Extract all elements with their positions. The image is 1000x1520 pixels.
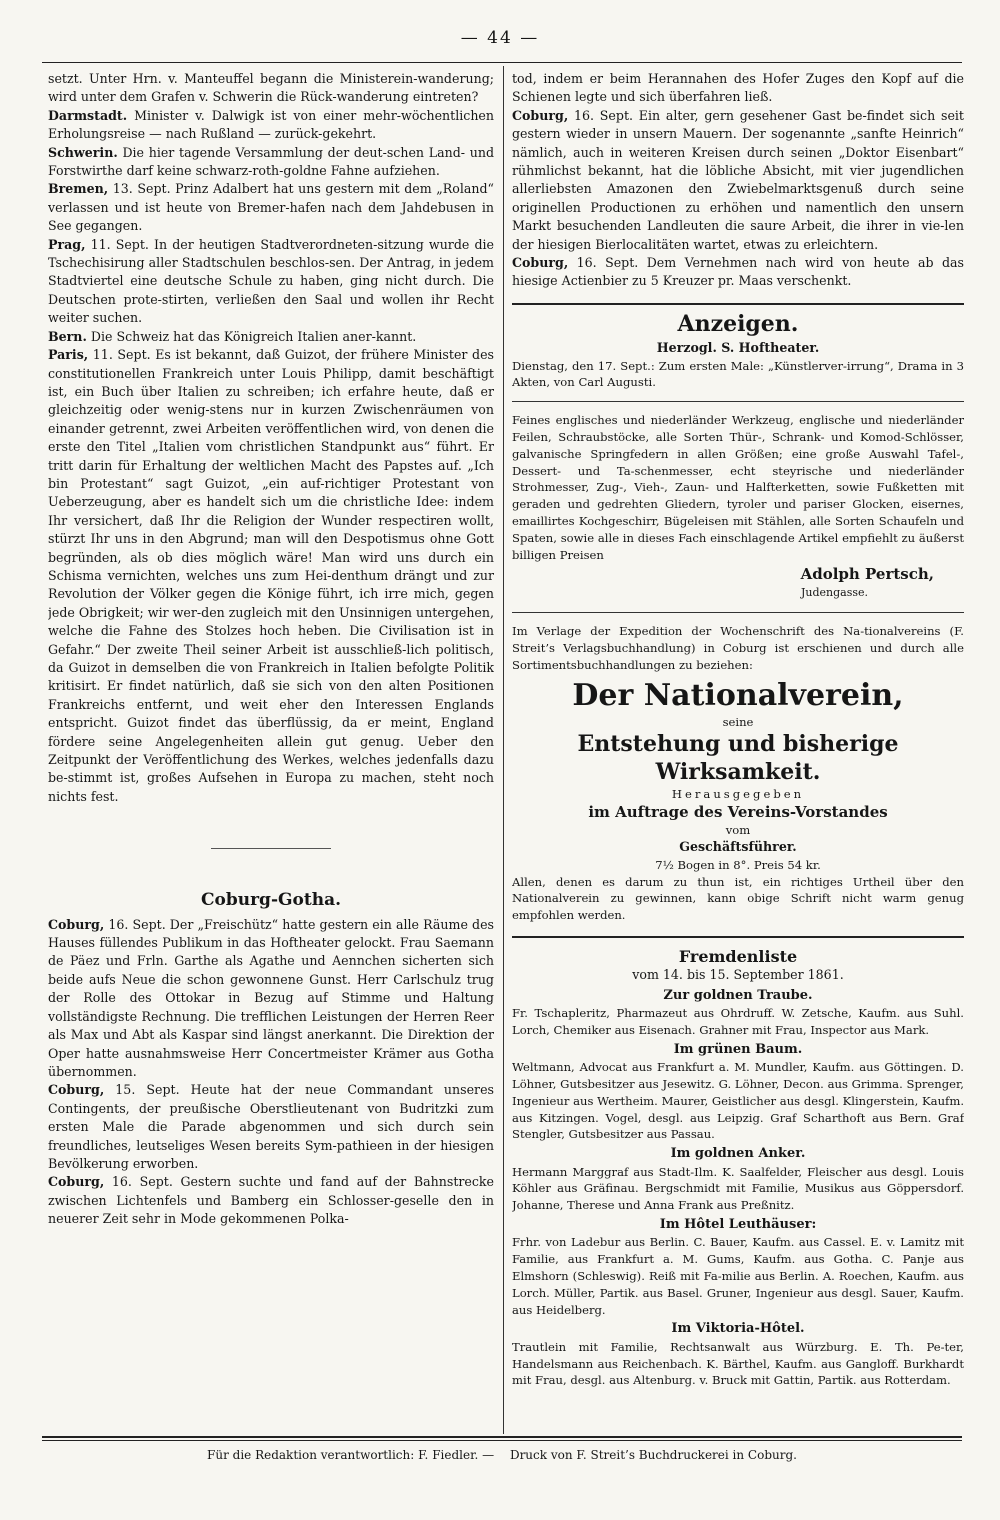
footer-rule — [42, 1436, 962, 1438]
hotel-guests: Frhr. von Ladebur aus Berlin. C. Bauer, Kaufm. aus Cassel. E. v. Lamitz mit Familie, aus Frankfurt a. M. Gums, Kaufm. aus Gotha. C. Panje aus Elmshorn (Schleswig). Reiß mit Fa-milie aus Berlin. A. Roechen, Kaufm. aus Lorch. Müller, Partik. aus Basel. Gruner, Ingenieur aus desgl. Sauer, Kaufm. aus Heidelberg. — [512, 1235, 964, 1317]
column-divider — [503, 66, 504, 1434]
dateline-coburg: Coburg, — [48, 916, 105, 932]
page-number: — 44 — — [460, 28, 540, 48]
book-blurb: Allen, denen es darum zu thun ist, ein richtiges Urtheil über den Nationalverein zu gewinnen, kann obige Schrift nicht warm genug empfohlen werden. — [512, 874, 964, 923]
dateline-darmstadt: Darmstadt. — [48, 107, 128, 123]
dateline-bremen: Bremen, — [48, 181, 109, 197]
ad-pertsch-address: Judengasse. — [800, 585, 868, 599]
dateline-bern: Bern. — [48, 328, 87, 344]
section-heading-coburg-gotha: Coburg-Gotha. — [200, 890, 342, 911]
article-bern: Bern. Die Schweiz hat das Königreich Italien aner-kannt. — [48, 328, 417, 344]
right-column — [512, 70, 964, 1430]
hotel-guests: Weltmann, Advocat aus Frankfurt a. M. Mundler, Kaufm. aus Göttingen. D. Löhner, Gutsbesitzer aus Jesewitz. G. Löhner, Decon. aus Grimma. Sprenger, Ingenieur aus Wertheim. Maurer, Geistlicher aus desgl. Klingerstein, Kaufm. aus Kitzingen. Vogel, desgl. aus Leipzig. Graf Scharthoft aus Bern. Graf Stengler, Gutsbesitzer aus Passau. — [512, 1060, 964, 1142]
article-coburg-freischuetz: Coburg, 16. Sept. Der „Freischütz“ hatte gestern ein alle Räume des Hauses füllendes Publikum in das Hoftheater gelockt. Frau Saemann de Päez und Frln. Garthe als Agathe und Aennchen sicherten sich beide aufs Neue die schon gewonnene Gunst. Herr Carlschulz trug der Rolle des Ottokar in Bezug auf Stimme und Haltung vollständigste Rechnung. Die trefflichen Leistungen der Herren Reer als Max und Abt als Kaspar sind längst anerkannt. Die Direktion der Oper hatte ausnahmsweise Herr Concertmeister Krämer aus Gotha übernommen. — [48, 916, 494, 1079]
article-schwerin: Schwerin. Die hier tagende Versammlung der deut-schen Land- und Forstwirthe darf keine schwarz-roth-goldne Fahne aufziehen. — [48, 144, 494, 179]
book-title: Der Nationalverein, — [572, 677, 904, 713]
article-paris: Paris, 11. Sept. Es ist bekannt, daß Guizot, der frühere Minister des constitutionellen Frankreich unter Louis Philipp, damit beschäftigt ist, ein Buch über Italien zu schreiben; ich erfahre heute, daß er gleichzeitig oder wenig-stens nur in kurzen Zwischenräumen von einander getrennt, zwei Arbeiten veröffentlichen wird, von denen die erste den Titel „Italien vom christlichen Standpunkt aus“ führt. Er tritt darin für Erhaltung der weltlichen Macht des Papstes auf. „Ich bin Protestant“ sagt Guizot, „ein auf-richtiger Protestant von Ueberzeugung, aber es handelt sich um die christliche Idee: indem Ihr versichert, daß Ihr die Religion der Wunder respectiren wollt, stürzt Ihr uns in den Abgrund; man will den Despotismus ohne Gott begründen, als ob dies möglich wäre! Man wird uns durch ein Schisma vernichten, welches uns zum Hei-denthum drängt und zur Revolution der Völker gegen die Könige führt, ich irre mich, gegen jede Obrigkeit; wir wer-den zugleich mit den Unsinnigen untergehen, welche die Fahne des Stolzes hoch heben. Die Civilisation ist in Gefahr.“ Der zweite Theil seiner Arbeit ist ausschließ-lich politisch, da Guizot in demselben die von Frankreich in Italien befolgte Politik kritisirt. Er findet natürlich, daß sie sich von den alten Positionen Frankreichs entfernt, und weit eher den Interessen Englands entspricht. Guizot findet das überflüssig, da er meint, England fördere seine Angelegenheiten allein gut genug. Ueber den Zeitpunkt der Veröffentlichung des Werkes, welches jedenfalls dazu be-stimmt ist, großes Aufsehen in Europa zu machen, steht noch nichts fest. — [48, 347, 494, 804]
theater-notice: Dienstag, den 17. Sept.: Zum ersten Male: „Künstlerver-irrung“, Drama in 3 Akten, von Carl Augusti. — [512, 358, 964, 390]
article-coburg-commandant: Coburg, 15. Sept. Heute hat der neue Commandant unseres Contingents, der preußische Oberstlieutenant von Budritzki zum ersten Male die Parade abgenommen und sich durch sein freundliches, leutseliges Wesen bereits Sym-pathieen in der hiesigen Bevölkerung erworben. — [48, 1082, 494, 1171]
book-geschaeftsfuehrer: Geschäftsführer. — [679, 839, 797, 855]
section-divider — [512, 303, 964, 305]
article-prag: Prag, 11. Sept. In der heutigen Stadtverordneten-sitzung wurde die Tschechisirung aller Stadtschulen beschlos-sen. Der Antrag, in jedem Stadtviertel eine deutsche Schule zu haben, ging nicht durch. Die Deutschen prote-stirten, verließen den Saal und wollen ihr Recht weiter suchen. — [48, 236, 494, 326]
article-darmstadt: Darmstadt. Minister v. Dalwigk ist von einer mehr-wöchentlichen Erholungsreise — nach Rußland — zurück-gekehrt. — [48, 107, 494, 142]
imprint-printer: Druck von F. Streit’s Buchdruckerei in Coburg. — [509, 1448, 797, 1462]
article-bremen: Bremen, 13. Sept. Prinz Adalbert hat uns gestern mit dem „Roland“ verlassen und ist heute von Bremer-hafen nach dem Jahdebusen in See gegangen. — [48, 181, 494, 234]
section-heading-anzeigen: Anzeigen. — [677, 310, 799, 337]
article-coburg-polkatod: Coburg, 16. Sept. Gestern suchte und fand auf der Bahnstrecke zwischen Lichtenfels und Bamberg ein Schlosser-geselle den in neuerer Zeit sehr in Mode gekommenen Polka- — [48, 1174, 494, 1227]
fremdenliste-heading: Fremdenliste — [678, 947, 798, 967]
dateline-paris: Paris, — [48, 347, 89, 363]
book-vom: vom — [725, 822, 751, 837]
book-auftrag: im Auftrage des Vereins-Vorstandes — [588, 803, 888, 822]
dateline-coburg: Coburg, — [48, 1174, 105, 1190]
hotel-heading: Im Hôtel Leuthäuser: — [659, 1217, 817, 1233]
hotel-guests: Fr. Tschapleritz, Pharmazeut aus Ohrdruff. W. Zetsche, Kaufm. aus Suhl. Lorch, Chemiker aus Eisenach. Grahner mit Frau, Inspector aus Mark. — [512, 1006, 964, 1038]
hotel-heading: Im Viktoria-Hôtel. — [671, 1321, 805, 1337]
ad-divider — [512, 612, 964, 613]
book-subtitle: Entstehung und bisherige Wirksamkeit. — [577, 731, 899, 786]
hotel-heading: Zur goldnen Traube. — [663, 987, 813, 1003]
left-column — [48, 70, 494, 1430]
article-polkatod-continued: tod, indem er beim Herannahen des Hofer Zuges den Kopf auf die Schienen legte und sich überfahren ließ. — [512, 71, 964, 105]
hotel-heading: Im goldnen Anker. — [670, 1146, 806, 1162]
top-rule — [42, 62, 962, 63]
dateline-coburg: Coburg, — [48, 1082, 105, 1098]
theater-heading: Herzogl. S. Hoftheater. — [656, 340, 820, 356]
section-divider — [211, 848, 331, 849]
book-price: 7½ Bogen in 8°. Preis 54 kr. — [655, 857, 821, 872]
dateline-prag: Prag, — [48, 236, 86, 252]
hotel-heading: Im grünen Baum. — [673, 1041, 803, 1057]
book-seine: seine — [722, 714, 754, 729]
article-coburg-actienbier: Coburg, 16. Sept. Dem Vernehmen nach wird von heute ab das hiesige Actienbier zu 5 Kreuzer pr. Maas verschenkt. — [512, 255, 964, 289]
dateline-schwerin: Schwerin. — [48, 144, 118, 160]
book-herausgegeben: Herausgegeben — [671, 787, 805, 802]
fremdenliste-date: vom 14. bis 15. September 1861. — [632, 967, 844, 983]
hotel-guests: Trautlein mit Familie, Rechtsanwalt aus Würzburg. E. Th. Pe-ter, Handelsmann aus Reichenbach. K. Bärthel, Kaufm. aus Gangloff. Burkhardt mit Frau, desgl. aus Altenburg. v. Bruck mit Gattin, Partik. aus Rotterdam. — [512, 1339, 964, 1388]
dateline-coburg: Coburg, — [512, 107, 569, 123]
ad-pertsch-signature: Adolph Pertsch, — [800, 565, 934, 584]
imprint — [42, 1448, 962, 1462]
ad-divider — [512, 401, 964, 402]
hotel-guests: Hermann Marggraf aus Stadt-Ilm. K. Saalfelder, Fleischer aus desgl. Louis Köhler aus Gräfinau. Bergschmidt mit Familie, Musikus aus Göppersdorf. Johanne, Therese und Anna Frank aus Preßnitz. — [512, 1164, 964, 1213]
ad-verlag-text: Im Verlage der Expedition der Wochenschrift des Na-tionalvereins (F. Streit’s Verlagsbuchhandlung) in Coburg ist erschienen und durch alle Sortimentsbuchhandlungen zu beziehen: — [512, 624, 964, 672]
article-coburg-heinrich: Coburg, 16. Sept. Ein alter, gern gesehener Gast be-findet sich seit gestern wieder in unsern Mauern. Der sogenannte „sanfte Heinrich“ nämlich, auch in weiteren Kreisen durch seinen „Doktor Eisenbart“ rühmlichst bekannt, hat die löbliche Absicht, mit vier jugendlichen allerliebsten Amazonen den Zwiebelmarktsgenuß durch seine originellen Productionen zu erhöhen und namentlich den unsern Markt besuchenden Landleuten die saure Arbeit, die ihrer in vie-len der hiesigen Bierlocalitäten wartet, etwas zu erleichtern. — [512, 107, 964, 252]
dateline-coburg: Coburg, — [512, 255, 569, 271]
section-divider — [512, 936, 964, 938]
imprint-editor: Für die Redaktion verantwortlich: F. Fiedler. — — [207, 1448, 495, 1462]
ad-pertsch-text: Feines englisches und niederländer Werkzeug, englische und niederländer Feilen, Schraubstöcke, alle Sorten Thür-, Schrank- und Komod-Schlösser, galvanische Springfedern in allen Größen; eine große Auswahl Tafel-, Dessert- und Ta-schenmesser, echt steyrische und niederländer Strohmesser, Zug-, Vieh-, Zaun- und Halfterketten, sowie Fußketten mit geraden und gedrehten Gliedern, tyroler und pariser Glocken, eisernes, emaillirtes Kochgeschirr, Bügeleisen mit Stählen, alle Sorten Schaufeln und Spaten, sowie alle in dieses Fach einschlagende Artikel empfiehlt zu äußerst billigen Preisen — [512, 413, 964, 562]
footer-rule — [42, 1440, 962, 1441]
article-ministerwanderung: setzt. Unter Hrn. v. Manteuffel begann die Ministerein-wanderung; wird unter dem Grafen v. Schwerin die Rück-wanderung eintreten? — [48, 71, 494, 105]
